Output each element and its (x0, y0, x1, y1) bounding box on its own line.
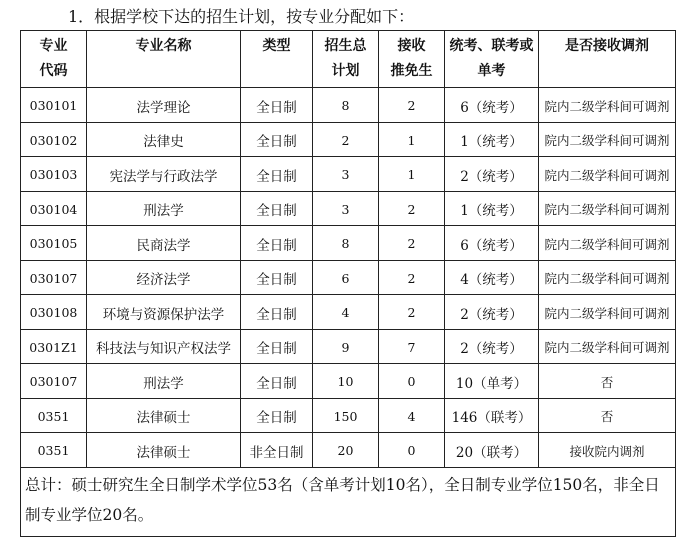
cell-total: 3 (313, 157, 379, 192)
cell-name: 经济法学 (87, 260, 241, 295)
cell-recommended: 2 (379, 191, 445, 226)
cell-recommended: 1 (379, 122, 445, 157)
cell-adjustment: 院内二级学科间可调剂 (539, 295, 676, 330)
cell-name: 环境与资源保护法学 (87, 295, 241, 330)
cell-total: 8 (313, 226, 379, 261)
cell-recommended: 2 (379, 295, 445, 330)
header-total-plan-line1: 招生总 (324, 38, 367, 54)
table-row (21, 226, 676, 261)
table-row (21, 122, 676, 157)
cell-code: 030102 (21, 122, 87, 157)
table-row (21, 364, 676, 399)
cell-type: 全日制 (241, 329, 313, 364)
cell-recommended: 2 (379, 88, 445, 123)
cell-name: 宪法学与行政法学 (87, 157, 241, 192)
cell-type: 全日制 (241, 226, 313, 261)
cell-adjustment: 院内二级学科间可调剂 (539, 226, 676, 261)
header-exam-type-line1: 统考、联考或 (449, 38, 534, 54)
cell-total: 6 (313, 260, 379, 295)
cell-adjustment: 院内二级学科间可调剂 (539, 191, 676, 226)
cell-exam: 2（统考） (445, 295, 539, 330)
header-total-plan-line2: 计划 (331, 63, 360, 79)
table-row (21, 398, 676, 433)
table-row (21, 191, 676, 226)
cell-exam: 1（统考） (445, 191, 539, 226)
header-major-code-line2: 代码 (39, 63, 68, 79)
cell-name: 法学理论 (87, 88, 241, 123)
header-major-code-line1: 专业 (39, 38, 68, 54)
cell-recommended: 2 (379, 226, 445, 261)
cell-code: 030103 (21, 157, 87, 192)
cell-adjustment: 院内二级学科间可调剂 (539, 157, 676, 192)
cell-code: 030104 (21, 191, 87, 226)
cell-total: 3 (313, 191, 379, 226)
header-recommended-line2: 推免生 (390, 63, 433, 79)
table-row (21, 88, 676, 123)
table-row (21, 157, 676, 192)
cell-type: 全日制 (241, 122, 313, 157)
cell-name: 法律史 (87, 122, 241, 157)
cell-code: 030107 (21, 260, 87, 295)
cell-name: 法律硕士 (87, 433, 241, 468)
header-type-line1: 类型 (262, 38, 291, 54)
cell-total: 2 (313, 122, 379, 157)
cell-name: 民商法学 (87, 226, 241, 261)
table-row (21, 433, 676, 468)
cell-code: 0351 (21, 433, 87, 468)
cell-code: 030101 (21, 88, 87, 123)
cell-recommended: 1 (379, 157, 445, 192)
header-major-code (21, 31, 87, 88)
cell-total: 4 (313, 295, 379, 330)
cell-adjustment: 院内二级学科间可调剂 (539, 260, 676, 295)
cell-type: 全日制 (241, 364, 313, 399)
cell-type: 全日制 (241, 260, 313, 295)
cell-adjustment: 否 (539, 364, 676, 399)
cell-name: 刑法学 (87, 191, 241, 226)
header-exam-type-line2: 单考 (477, 63, 506, 79)
table-row (21, 329, 676, 364)
cell-adjustment: 院内二级学科间可调剂 (539, 329, 676, 364)
cell-recommended: 7 (379, 329, 445, 364)
cell-type: 全日制 (241, 88, 313, 123)
header-recommended (379, 31, 445, 88)
cell-type: 非全日制 (241, 433, 313, 468)
cell-name: 法律硕士 (87, 398, 241, 433)
header-major-name-line1: 专业名称 (135, 38, 192, 54)
cell-adjustment: 否 (539, 398, 676, 433)
cell-code: 0351 (21, 398, 87, 433)
cell-type: 全日制 (241, 398, 313, 433)
cell-exam: 2（统考） (445, 329, 539, 364)
cell-exam: 146（联考） (445, 398, 539, 433)
cell-total: 20 (313, 433, 379, 468)
header-recommended-line1: 接收 (397, 38, 426, 54)
header-total-plan (313, 31, 379, 88)
cell-adjustment: 接收院内调剂 (539, 433, 676, 468)
cell-exam: 1（统考） (445, 122, 539, 157)
header-major-name (87, 31, 241, 88)
cell-type: 全日制 (241, 191, 313, 226)
cell-exam: 20（联考） (445, 433, 539, 468)
cell-recommended: 0 (379, 433, 445, 468)
cell-name: 刑法学 (87, 364, 241, 399)
cell-adjustment: 院内二级学科间可调剂 (539, 122, 676, 157)
cell-code: 0301Z1 (21, 329, 87, 364)
cell-adjustment: 院内二级学科间可调剂 (539, 88, 676, 123)
header-adjustment-line1: 是否接收调剂 (565, 38, 649, 54)
cell-exam: 6（统考） (445, 226, 539, 261)
cell-recommended: 0 (379, 364, 445, 399)
header-exam-type (445, 31, 539, 88)
cell-code: 030108 (21, 295, 87, 330)
header-type (241, 31, 313, 88)
table-header-row (21, 31, 676, 88)
cell-exam: 10（单考） (445, 364, 539, 399)
enrollment-plan-table (20, 30, 676, 537)
summary-text: 总计：硕士研究生全日制学术学位53名（含单考计划10名），全日制专业学位150名，非全日制专业学位20名。 (21, 467, 676, 536)
header-adjustment (539, 31, 676, 88)
cell-total: 8 (313, 88, 379, 123)
summary-row (21, 467, 676, 536)
cell-code: 030107 (21, 364, 87, 399)
cell-total: 10 (313, 364, 379, 399)
cell-name: 科技法与知识产权法学 (87, 329, 241, 364)
cell-code: 030105 (21, 226, 87, 261)
cell-exam: 4（统考） (445, 260, 539, 295)
intro-text: 1．根据学校下达的招生计划，按专业分配如下： (68, 7, 415, 26)
table-row (21, 295, 676, 330)
table-body (21, 88, 676, 537)
cell-exam: 2（统考） (445, 157, 539, 192)
cell-type: 全日制 (241, 295, 313, 330)
cell-recommended: 4 (379, 398, 445, 433)
cell-exam: 6（统考） (445, 88, 539, 123)
cell-recommended: 2 (379, 260, 445, 295)
cell-total: 150 (313, 398, 379, 433)
table-row (21, 260, 676, 295)
cell-total: 9 (313, 329, 379, 364)
cell-type: 全日制 (241, 157, 313, 192)
